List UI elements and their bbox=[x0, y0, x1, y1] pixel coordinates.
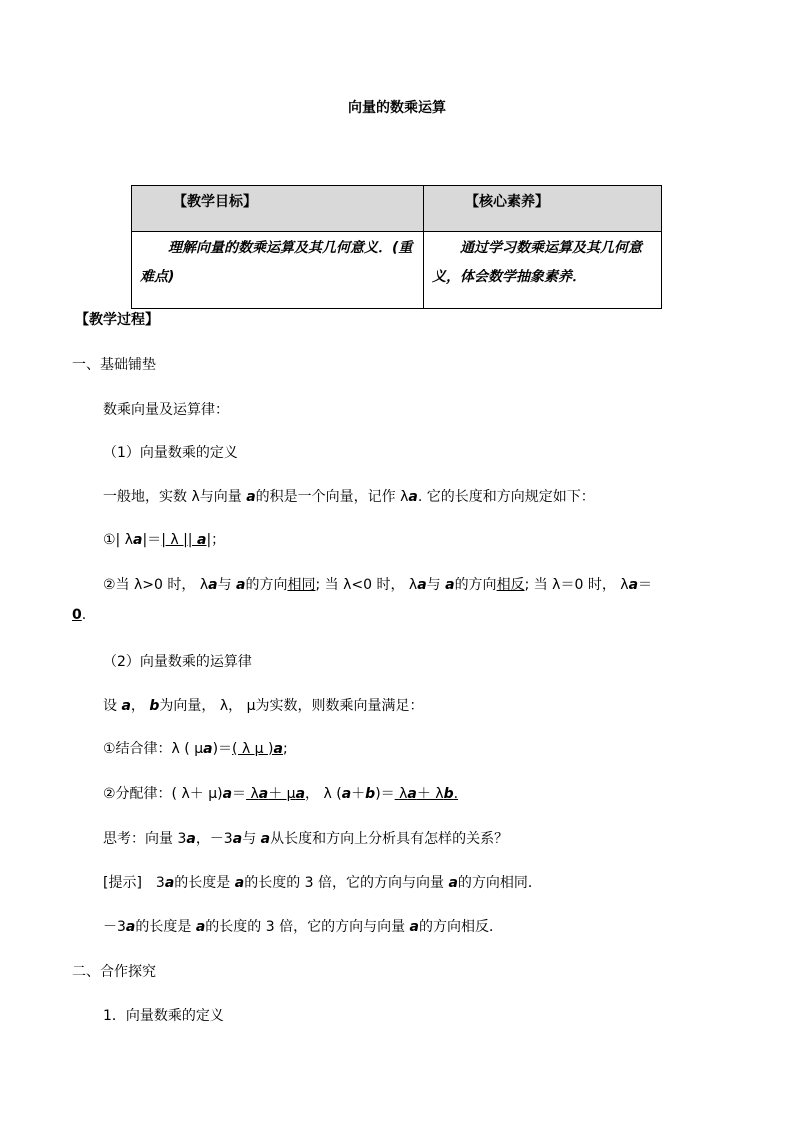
subheading: （2）向量数乘的运算律 bbox=[103, 654, 252, 670]
page-title: 向量的数乘运算 bbox=[348, 100, 446, 116]
table-header-literacy: 【核心素养】 bbox=[424, 186, 662, 232]
rule-length: ①| λa|＝| λ || a|； bbox=[103, 532, 226, 548]
definition-text: 一般地，实数 λ与向量 a的积是一个向量，记作 λa. 它的长度和方向规定如下： bbox=[103, 489, 595, 505]
hint-text-2: －3a的长度是 a的长度的 3 倍，它的方向与向量 a的方向相反． bbox=[103, 919, 503, 935]
paragraph: 设 a， b为向量， λ， μ为实数，则数乘向量满足： bbox=[103, 698, 424, 714]
objectives-table bbox=[131, 185, 662, 309]
section-1-heading: 一、基础铺垫 bbox=[72, 357, 156, 373]
rule-direction: ②当 λ>0 时， λa与 a的方向相同; 当 λ<0 时， λa与 a的方向相反; 当 λ＝0 时， λa＝ bbox=[103, 577, 653, 593]
table-cell-literacy: 通过学习数乘运算及其几何意义，体会数学抽象素养． bbox=[424, 232, 662, 309]
rule-direction-cont: 0. bbox=[72, 607, 87, 623]
subheading: （1）向量数乘的定义 bbox=[103, 445, 238, 461]
law-distributive: ②分配律：( λ＋ μ)a＝ λa＋ μa， λ (a＋b)＝ λa＋ λb. bbox=[103, 786, 459, 802]
law-associative: ①结合律：λ ( μa)＝( λ μ )a; bbox=[103, 741, 288, 757]
subheading: 1．向量数乘的定义 bbox=[103, 1008, 224, 1024]
thinking-question: 思考：向量 3a，－3a与 a从长度和方向上分析具有怎样的关系？ bbox=[103, 831, 509, 847]
paragraph: 数乘向量及运算律： bbox=[103, 402, 229, 418]
table-cell-goals: 理解向量的数乘运算及其几何意义．(重难点) bbox=[132, 232, 424, 309]
section-2-heading: 二、合作探究 bbox=[72, 964, 156, 980]
process-heading: 【教学过程】 bbox=[75, 312, 159, 328]
table-header-goals: 【教学目标】 bbox=[132, 186, 424, 232]
hint-text: [提示] 3a的长度是 a的长度的 3 倍，它的方向与向量 a的方向相同． bbox=[103, 875, 542, 891]
